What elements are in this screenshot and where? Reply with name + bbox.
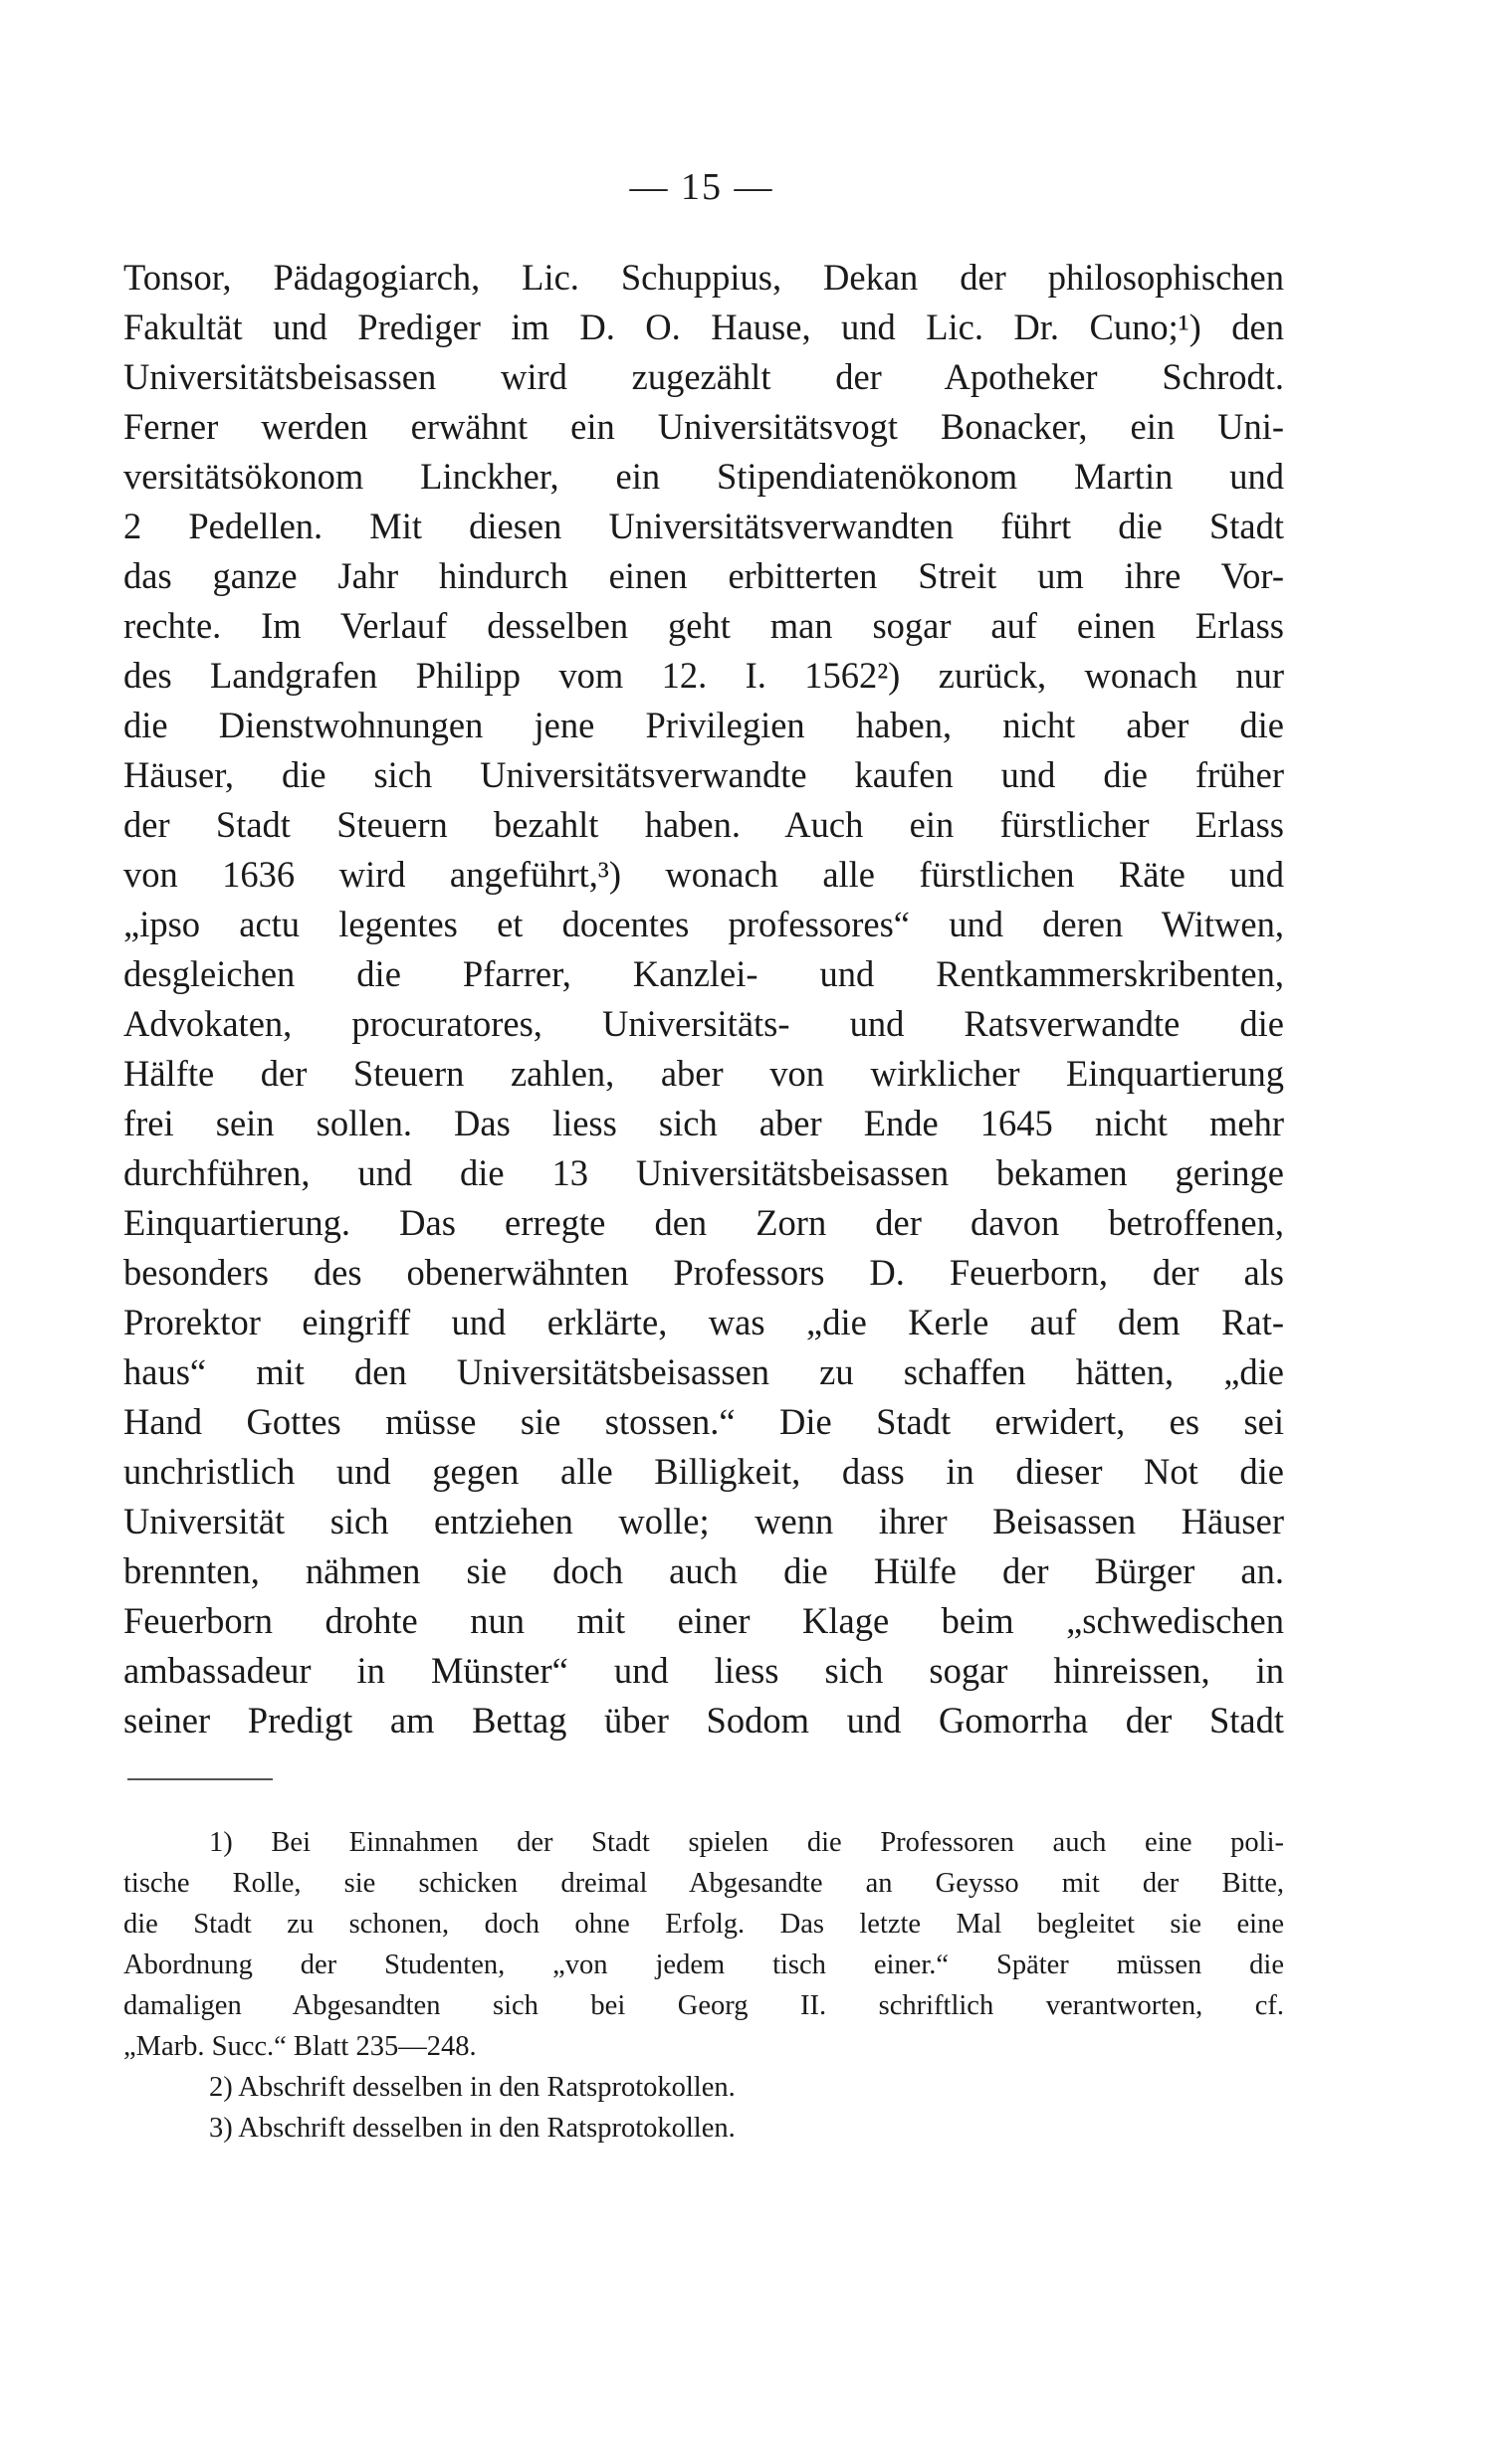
text-line: unchristlich und gegen alle Billigkeit, dass in dieser Not die [123, 1451, 1284, 1492]
footnote-line: die Stadt zu schonen, doch ohne Erfolg. Das letzte Mal begleitet sie eine [123, 1909, 1284, 1940]
text-line: die Dienstwohnungen jene Privilegien haben, nicht aber die [123, 705, 1284, 745]
text-line: haus“ mit den Universitätsbeisassen zu schaffen hätten, „die [123, 1351, 1284, 1392]
text-line: das ganze Jahr hindurch einen erbitterten Streit um ihre Vor- [123, 555, 1284, 596]
text-line: frei sein sollen. Das liess sich aber Ende 1645 nicht mehr [123, 1103, 1284, 1143]
text-line: des Landgrafen Philipp vom 12. I. 1562²) zurück, wonach nur [123, 655, 1284, 696]
text-line: ambassadeur in Münster“ und liess sich sogar hinreissen, in [123, 1650, 1284, 1691]
text-line: versitätsökonom Linckher, ein Stipendiatenökonom Martin und [123, 456, 1284, 497]
footnotes [123, 1822, 1284, 2149]
footnote-line: „Marb. Succ.“ Blatt 235—248. [123, 2031, 477, 2062]
text-line: von 1636 wird angeführt,³) wonach alle fürstlichen Räte und [123, 854, 1284, 895]
text-line: Hälfte der Steuern zahlen, aber von wirklicher Einquartierung [123, 1053, 1284, 1094]
text-line: 2 Pedellen. Mit diesen Universitätsverwandten führt die Stadt [123, 506, 1284, 546]
text-line: brennten, nähmen sie doch auch die Hülfe der Bürger an. [123, 1550, 1284, 1591]
text-line: „ipso actu legentes et docentes professores“ und deren Witwen, [123, 904, 1284, 944]
text-line: Prorektor eingriff und erklärte, was „die Kerle auf dem Rat- [123, 1302, 1284, 1342]
text-line: Universität sich entziehen wolle; wenn ihrer Beisassen Häuser [123, 1501, 1284, 1541]
footnote-line: 1) Bei Einnahmen der Stadt spielen die Professoren auch eine poli- [209, 1827, 1284, 1858]
footnote-line: tische Rolle, sie schicken dreimal Abgesandte an Geysso mit der Bitte, [123, 1868, 1284, 1899]
footnote-line: damaligen Abgesandten sich bei Georg II. schriftlich verantworten, cf. [123, 1990, 1284, 2021]
page-number: — 15 — [629, 166, 774, 208]
text-line: Ferner werden erwähnt ein Universitätsvogt Bonacker, ein Uni- [123, 406, 1284, 447]
main-text [123, 253, 1284, 1745]
text-line: desgleichen die Pfarrer, Kanzlei- und Rentkammerskribenten, [123, 953, 1284, 994]
text-line: Tonsor, Pädagogiarch, Lic. Schuppius, Dekan der philosophischen [123, 257, 1284, 298]
text-line: Universitätsbeisassen wird zugezählt der Apotheker Schrodt. [123, 356, 1284, 397]
footnote-line: 3) Abschrift desselben in den Ratsprotokollen. [209, 2113, 736, 2144]
text-line: Advokaten, procuratores, Universitäts- und Ratsverwandte die [123, 1003, 1284, 1044]
text-line: besonders des obenerwähnten Professors D. Feuerborn, der als [123, 1252, 1284, 1293]
footnote-separator [127, 1778, 273, 1780]
text-line: Einquartierung. Das erregte den Zorn der davon betroffenen, [123, 1202, 1284, 1243]
text-line: Fakultät und Prediger im D. O. Hause, und Lic. Dr. Cuno;¹) den [123, 307, 1284, 347]
text-line: seiner Predigt am Bettag über Sodom und Gomorrha der Stadt [123, 1700, 1284, 1741]
footnote-line: Abordnung der Studenten, „von jedem tisch einer.“ Später müssen die [123, 1950, 1284, 1980]
text-line: Feuerborn drohte nun mit einer Klage beim „schwedischen [123, 1600, 1284, 1641]
text-line: Hand Gottes müsse sie stossen.“ Die Stadt erwidert, es sei [123, 1401, 1284, 1442]
text-line: Häuser, die sich Universitätsverwandte kaufen und die früher [123, 754, 1284, 795]
footnote-line: 2) Abschrift desselben in den Ratsprotokollen. [209, 2072, 736, 2103]
text-line: rechte. Im Verlauf desselben geht man sogar auf einen Erlass [123, 605, 1284, 646]
text-line: durchführen, und die 13 Universitätsbeisassen bekamen geringe [123, 1152, 1284, 1193]
text-line: der Stadt Steuern bezahlt haben. Auch ein fürstlicher Erlass [123, 804, 1284, 845]
